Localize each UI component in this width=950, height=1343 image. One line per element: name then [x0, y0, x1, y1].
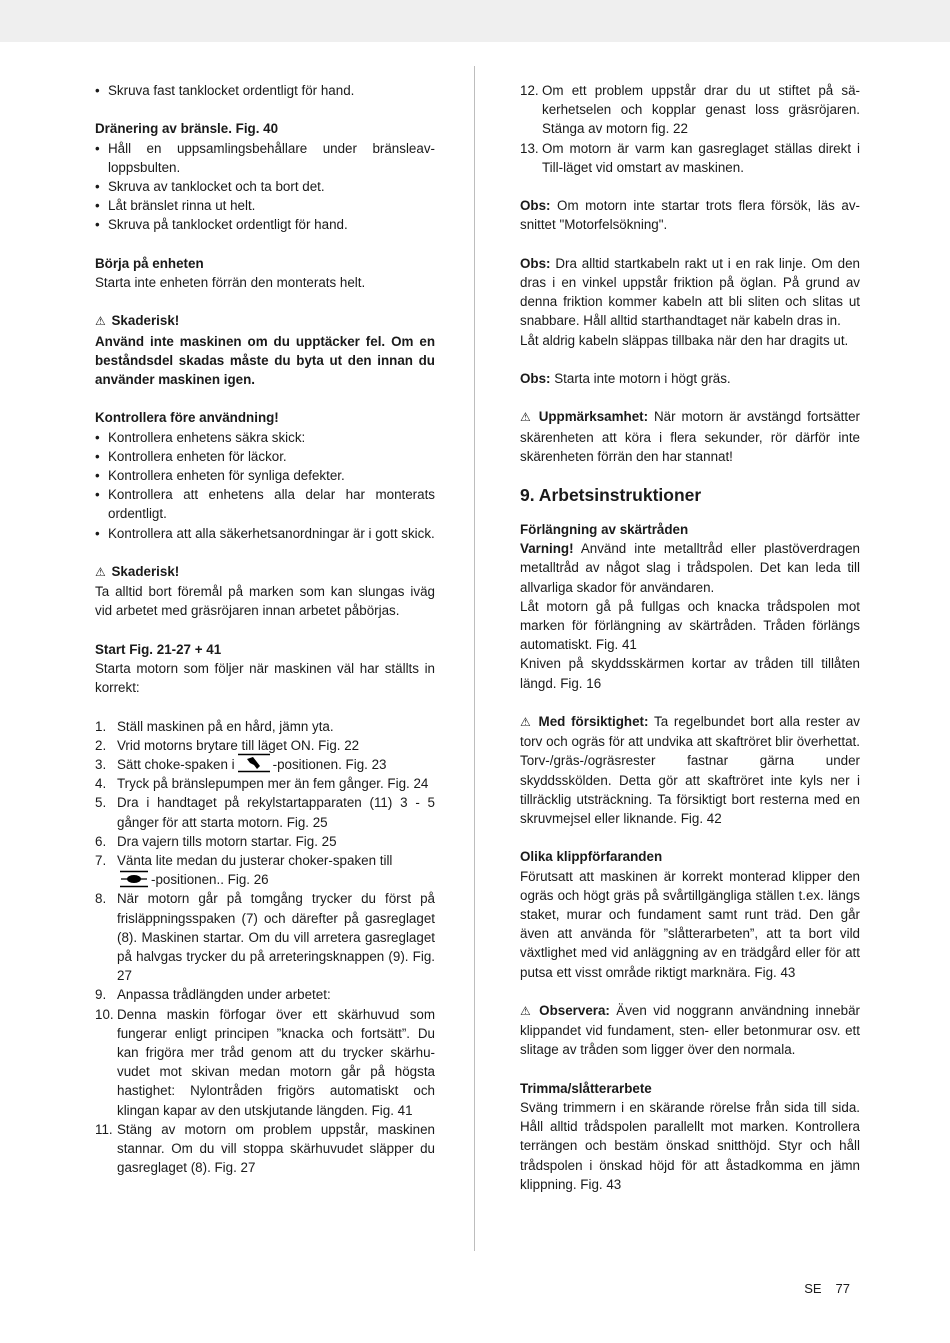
- list-item: • Skruva fast tanklocket ordentligt för hand.: [95, 81, 435, 100]
- right-column: [520, 81, 860, 1194]
- observe-paragraph: ⚠ Observera: Även vid noggrann användning innebär klippandet vid fundament, sten- eller betonmurar osv. ett slitage av tråden som ligger över den normala.: [520, 1003, 860, 1058]
- paragraph: Sväng trimmern i en skärande rörelse från sida till sida. Håll alltid trådspolen parallellt mot marken. Kontrollera terrängen och bestäm önskad snitthöjd. Styr och håll trådspolen i önskad höjd för att åstadkomma en jämn klippning. Fig. 43: [520, 1100, 860, 1192]
- list-item: 3. Sätt choke-spaken i -positionen. Fig. 23: [95, 755, 435, 774]
- warning-triangle-icon: ⚠: [95, 565, 106, 579]
- section-heading-drain: Dränering av bränsle. Fig. 40: [95, 121, 279, 137]
- warning-heading: ⚠ Skaderisk!: [95, 311, 435, 331]
- paragraph: Förutsatt att maskinen är korrekt monterad klipper den ogräs och högt gräs på svårtillgängliga ställen t.ex. längs staket, murar och fundament samt runt träd. Den går även att använda för ”slåtterarbeten”, att ta bort vild växtlighet med vid anläggning av en trädgård eller för att putsa ett visst område riktigt marknära. Fig. 43: [520, 868, 860, 980]
- list-item: 7. Vänta lite medan du justerar choker-spaken till -positionen.. Fig. 26: [95, 853, 393, 888]
- warning-text: Använd inte maskinen om du upptäcker fel. Om en beståndsdel skadas måste du byta ut den innan du använder maskinen igen.: [95, 333, 435, 387]
- section-heading-cut: Olika klippförfaranden: [520, 849, 663, 865]
- section-heading-start: Start Fig. 21-27 + 41: [95, 641, 222, 657]
- list-item: 1. Ställ maskinen på en hård, jämn yta.: [95, 718, 334, 734]
- start-steps-continued: [520, 81, 860, 177]
- warning-heading: ⚠ Skaderisk!: [95, 562, 435, 582]
- list-item: • Låt bränslet rinna ut helt.: [95, 196, 435, 215]
- start-steps: [95, 717, 435, 1178]
- section-heading-trim: Trimma/slåtterarbete: [520, 1080, 652, 1096]
- page-footer: [790, 1279, 850, 1298]
- list-item: • Kontrollera enheten för läckor.: [95, 447, 435, 466]
- check-list: [95, 428, 435, 543]
- warning-triangle-icon: ⚠: [520, 410, 531, 425]
- note-paragraph: Obs: Starta inte motorn i högt gräs.: [520, 371, 731, 386]
- list-item: 2. Vrid motorns brytare till läget ON. Fig. 22: [95, 737, 360, 753]
- list-item: • Kontrollera att alla säkerhetsanordningar är i gott skick.: [95, 524, 435, 543]
- list-item: 12. Om ett problem uppstår drar du ut stiftet på säkerhetselen och kopplar genast loss gräsröjaren. Stänga av motorn fig. 22: [520, 83, 860, 137]
- section-heading-begin: Börja på enheten: [95, 255, 204, 271]
- warning-triangle-icon: ⚠: [520, 1004, 531, 1019]
- warning-text: Ta alltid bort föremål på marken som kan slungas iväg vid arbetet med gräsröjaren innan arbetet påbörjas.: [95, 584, 435, 619]
- list-item: • Håll en uppsamlingsbehållare under bränsleavloppsbulten.: [95, 139, 435, 177]
- warning-triangle-icon: ⚠: [95, 314, 106, 329]
- list-item: • Kontrollera att enhetens alla delar har monterats ordentligt.: [95, 485, 435, 523]
- list-item: 5. Dra i handtaget på rekylstartapparaten (11) 3 - 5 gånger för att starta motorn. Fig. 25: [95, 795, 435, 830]
- paragraph: Starta motorn som följer när maskinen väl har ställts in korrekt:: [95, 661, 435, 696]
- note-paragraph: Obs: Dra alltid startkabeln rakt ut i en rak linje. Om den dras i en vinkel uppstår friktion på öglan. På grund av denna friktion kommer kabeln att bli sliten och slitas ut snabbare. Håll alltid starthandtaget när kabeln dras in.: [520, 255, 860, 329]
- bullet-list: [95, 81, 435, 100]
- choke-closed-icon: [237, 753, 271, 773]
- list-item: 9. Anpassa trådlängden under arbetet:: [95, 987, 331, 1003]
- column-divider: [474, 66, 475, 1251]
- paragraph: Låt motorn gå på fullgas och knacka trådspolen mot marken för förlängning av skärtråden. Tråden förlängs automatiskt. Fig. 41: [520, 598, 860, 653]
- list-item: 10. Denna maskin förfogar över ett skärhuvud som fungerar enligt principen ”knacka och fortsätt”. Du kan frigöra mer tråd genom att du trycker skärhuvudet mot skivan medan motorn går på högsta hastighet: Nylontråden frigörs automatiskt och klingan kapar av den utskjutande längden. Fig. 41: [95, 1006, 435, 1118]
- list-item: • Kontrollera enheten för synliga defekter.: [95, 466, 435, 485]
- choke-open-icon: [119, 870, 149, 888]
- list-item: 13. Om motorn är varm kan gasreglaget ställas direkt i Till-läget vid omstart av maskinen.: [520, 140, 860, 175]
- paragraph: Starta inte enheten förrän den monterats helt.: [95, 275, 366, 290]
- language-code: SE: [804, 1281, 822, 1296]
- paragraph: Låt aldrig kabeln släppas tillbaka när den har dragits ut.: [520, 332, 849, 348]
- list-item: • Skruva av tanklocket och ta bort det.: [95, 177, 435, 196]
- warning-triangle-icon: ⚠: [520, 715, 531, 730]
- section-heading-ext: Förlängning av skärtråden: [520, 522, 689, 537]
- section-title: 9. Arbetsinstruktioner: [520, 485, 702, 505]
- section-heading-check: Kontrollera före användning!: [95, 410, 279, 426]
- page-number: 77: [835, 1281, 850, 1296]
- top-band: [0, 0, 950, 42]
- list-item: • Kontrollera enhetens säkra skick:: [95, 428, 435, 447]
- list-item: 11. Stäng av motorn om problem uppstår, maskinen stannar. Om du vill stoppa skärhuvudet släpper du gasreglaget (8). Fig. 27: [95, 1121, 435, 1176]
- note-paragraph: Obs: Om motorn inte startar trots flera försök, läs avsnittet "Motorfelsökning".: [520, 198, 860, 233]
- caution-paragraph: ⚠ Med försiktighet: Ta regelbundet bort alla rester av torv och ogräs för att undvika att skaftröret blir överhettat. Torv-/gräs-/ogräsrester fastnar gärna under skyddsskölden. Detta gör att skaftröret inte kyls ner i tillräcklig utsträckning. Ta försiktigt bort resterna med en skruvmejsel eller liknande. Fig. 42: [520, 714, 860, 827]
- list-item: 8. När motorn går på tomgång trycker du först på frisläppningsspaken (7) och därefter på gasreglaget (8). Maskinen startar. Om du vill arretera gasreglaget på halvgas trycker du på arreteringsknappen (9). Fig. 27: [95, 891, 435, 984]
- list-item: 6. Dra vajern tills motorn startar. Fig. 25: [95, 833, 337, 849]
- list-item: • Skruva på tanklocket ordentligt för hand.: [95, 215, 435, 234]
- warning-paragraph: Varning! Använd inte metalltråd eller plastöverdragen metalltråd av något slag i trådspolen. Det kan leda till allvarliga skador för användaren.: [520, 541, 860, 595]
- list-item: 4. Tryck på bränslepumpen mer än fem gånger. Fig. 24: [95, 776, 429, 792]
- paragraph: Kniven på skyddsskärmen kortar av tråden till tillåten längd. Fig. 16: [520, 656, 860, 691]
- attention-paragraph: ⚠ Uppmärksamhet: När motorn är avstängd fortsätter skärenheten att köra i flera sekunder, rör därför inte skärenheten förrän den har stannat!: [520, 409, 860, 464]
- drain-list: [95, 139, 435, 235]
- left-column: [95, 81, 435, 1177]
